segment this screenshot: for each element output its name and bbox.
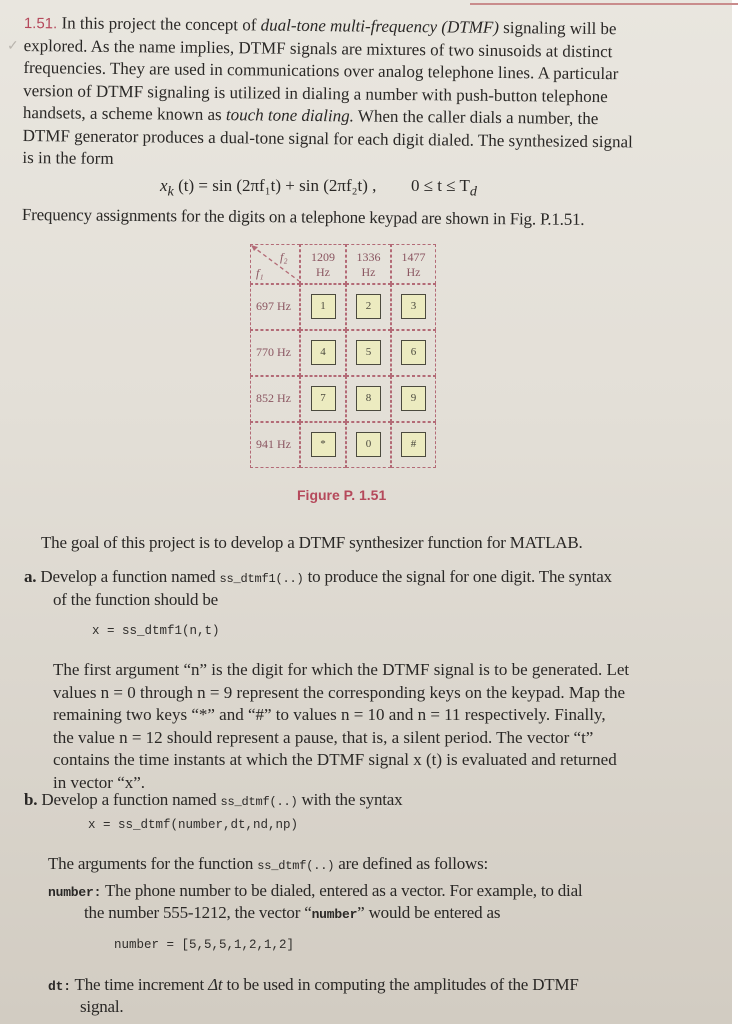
part-a-marker: a. <box>24 567 37 586</box>
keypad-key: 9 <box>401 386 426 411</box>
description-line: the value n = 12 should represent a pause, that is, a silent period. The vector “t” <box>53 727 594 747</box>
keypad-key: 8 <box>356 386 381 411</box>
corner-f2-label: f₂ <box>280 250 288 264</box>
keypad-key: # <box>401 432 426 457</box>
keypad-key: * <box>311 432 336 457</box>
args-intro: The arguments for the function ss_dtmf(..) are defined as follows: <box>48 854 489 873</box>
problem-number: 1.51. <box>23 14 58 33</box>
part-b-marker: b. <box>24 790 38 809</box>
part-b-line1: b. Develop a function named ss_dtmf(..) with the syntax <box>24 790 403 809</box>
arg-name-dt: dt: <box>48 979 71 994</box>
code-number-vector: number = [5,5,5,1,2,1,2] <box>114 938 295 952</box>
figure-caption: Figure P. 1.51 <box>297 487 387 503</box>
eq-range: 0 ≤ t ≤ T <box>410 176 470 195</box>
code-ss-dtmf: x = ss_dtmf(number,dt,nd,np) <box>88 818 299 832</box>
keypad-key: 4 <box>311 340 336 365</box>
description-line: contains the time instants at which the DTMF signal x (t) is evaluated and returned <box>53 750 617 769</box>
number-arg-line2: the number 555-1212, the vector “number” would be entered as <box>84 903 501 922</box>
column-header-freq: 1336 <box>356 250 381 264</box>
column-header-unit: Hz <box>406 265 421 279</box>
inline-code: ss_dtmf1(..) <box>219 572 304 586</box>
number-arg-line1: number: The phone number to be dialed, entered as a vector. For example, to dial <box>48 881 583 900</box>
eq-lhs: x <box>160 176 168 195</box>
keypad-key: 2 <box>356 294 381 319</box>
keypad-key: 1 <box>311 294 336 319</box>
column-header-unit: Hz <box>316 265 330 279</box>
row-header-freq: 941 Hz <box>256 437 291 451</box>
description-line: values n = 0 through n = 9 represent the corresponding keys on the keypad. Map the <box>53 682 626 702</box>
part-a-line2: of the function should be <box>53 590 218 609</box>
description-line: in vector “x”. <box>53 772 146 792</box>
intro-line: explored. As the name implies, DTMF signals are mixtures of two sinusoids at distinct <box>23 35 613 61</box>
code-ss-dtmf1: x = ss_dtmf1(n,t) <box>92 624 220 638</box>
column-header-freq: 1477 <box>401 250 426 264</box>
top-rule <box>470 3 738 5</box>
intro-line: DTMF generator produces a dual-tone signal for each digit dialed. The synthesized signal <box>22 125 633 151</box>
freq-sentence: Frequency assignments for the digits on a telephone keypad are shown in Fig. P.1.51. <box>21 204 585 229</box>
intro-line: version of DTMF signaling is utilized in dialing a number with push-button telephone <box>23 80 608 106</box>
arg-name-number: number: <box>48 885 102 900</box>
intro-line: handsets, a scheme known as touch tone dialing. When the caller dials a number, the <box>22 102 599 129</box>
description-line: remaining two keys “*” and “#” to values n = 10 and n = 11 respectively. Finally, <box>53 705 606 724</box>
keypad-key: 5 <box>356 340 381 365</box>
dt-arg-line1: dt: The time increment Δt to be used in computing the amplitudes of the DTMF <box>48 975 579 994</box>
dtmf-keypad-figure <box>250 244 436 468</box>
inline-code: ss_dtmf(..) <box>257 859 335 873</box>
description-line: The first argument “n” is the digit for which the DTMF signal is to be generated. Let <box>53 660 630 679</box>
dt-arg-line2: signal. <box>80 997 124 1016</box>
keypad-key: 7 <box>311 386 336 411</box>
goal-sentence: The goal of this project is to develop a DTMF synthesizer function for MATLAB. <box>41 533 583 552</box>
signal-equation: $x_k$ (t) = sin (2πf₁t) + sin (2πf₂t) , $0 \le t \le T_d$ <box>160 176 477 200</box>
part-a-line1: a. Develop a function named ss_dtmf1(..) to produce the signal for one digit. The syntax <box>24 567 612 586</box>
corner-f1-label: f₁ <box>256 266 264 280</box>
pencil-check-mark: ✓ <box>7 39 19 54</box>
intro-paragraph <box>22 12 634 176</box>
intro-line: is in the form <box>22 147 114 168</box>
row-header-freq: 770 Hz <box>256 345 291 359</box>
column-header-unit: Hz <box>361 265 376 279</box>
row-header-freq: 852 Hz <box>256 391 291 405</box>
intro-line: 1.51. In this project the concept of dual-tone multi-frequency (DTMF) signaling will be <box>23 13 617 39</box>
inline-code: ss_dtmf(..) <box>220 795 298 809</box>
column-header-freq: 1209 <box>311 250 335 264</box>
row-header-freq: 697 Hz <box>256 299 291 313</box>
intro-line: frequencies. They are used in communications over analog telephone lines. A particular <box>23 57 619 84</box>
keypad-key: 0 <box>356 432 381 457</box>
eq-body: (t) = sin (2πf₁t) + sin (2πf₂t) , <box>173 176 377 195</box>
keypad-key: 3 <box>401 294 426 319</box>
part-a-description <box>53 659 629 794</box>
keypad-key: 6 <box>401 340 426 365</box>
